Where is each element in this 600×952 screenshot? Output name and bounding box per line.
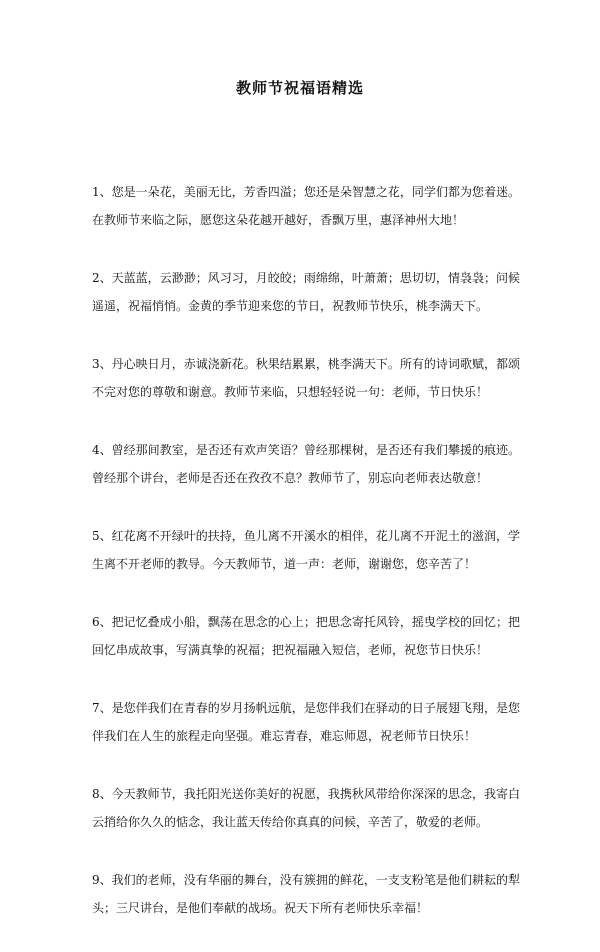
paragraph-1: 1、您是一朵花，美丽无比，芳香四溢；您还是朵智慧之花，同学们都为您着迷。在教师节来临之际，愿您这朵花越开越好，香飘万里，惠泽神州大地！ <box>92 185 520 227</box>
paragraph-6: 6、把记忆叠成小船，飘荡在思念的心上；把思念寄托风铃，摇曳学校的回忆；把回忆串成故事，写满真挚的祝福；把祝福融入短信，老师，祝您节日快乐！ <box>92 615 520 657</box>
paragraph-9: 9、我们的老师，没有华丽的舞台，没有簇拥的鲜花，一支支粉笔是他们耕耘的犁头；三尺讲台，是他们奉献的战场。祝天下所有老师快乐幸福！ <box>92 873 520 915</box>
document-title: 教师节祝福语精选 <box>235 79 364 97</box>
paragraph-5: 5、红花离不开绿叶的扶持，鱼儿离不开溪水的相伴，花儿离不开泥土的滋润，学生离不开老师的教导。今天教师节，道一声：老师，谢谢您，您辛苦了！ <box>92 529 520 571</box>
paragraph-2: 2、天蓝蓝，云渺渺；风习习，月皎皎；雨绵绵，叶萧萧；思切切，情袅袅；问候遥遥，祝福悄悄。金黄的季节迎来您的节日，祝教师节快乐，桃李满天下。 <box>92 271 520 313</box>
paragraph-3: 3、丹心映日月，赤诚浇新花。秋果结累累，桃李满天下。所有的诗词歌赋，都颂不完对您的尊敬和谢意。教师节来临，只想轻轻说一句：老师，节日快乐！ <box>92 357 520 399</box>
paragraph-8: 8、今天教师节，我托阳光送你美好的祝愿，我携秋风带给你深深的思念，我寄白云捎给你久久的惦念，我让蓝天传给你真真的问候，辛苦了，敬爱的老师。 <box>92 787 520 829</box>
paragraph-7: 7、是您伴我们在青春的岁月扬帆远航，是您伴我们在驿动的日子展翅飞翔，是您伴我们在人生的旅程走向坚强。难忘青春，难忘师恩，祝老师节日快乐！ <box>92 701 520 743</box>
paragraph-4: 4、曾经那间教室，是否还有欢声笑语？曾经那棵树，是否还有我们攀援的痕迹。曾经那个讲台，老师是否还在孜孜不息？教师节了，别忘向老师表达敬意！ <box>92 443 520 485</box>
paragraph-list <box>92 178 520 952</box>
